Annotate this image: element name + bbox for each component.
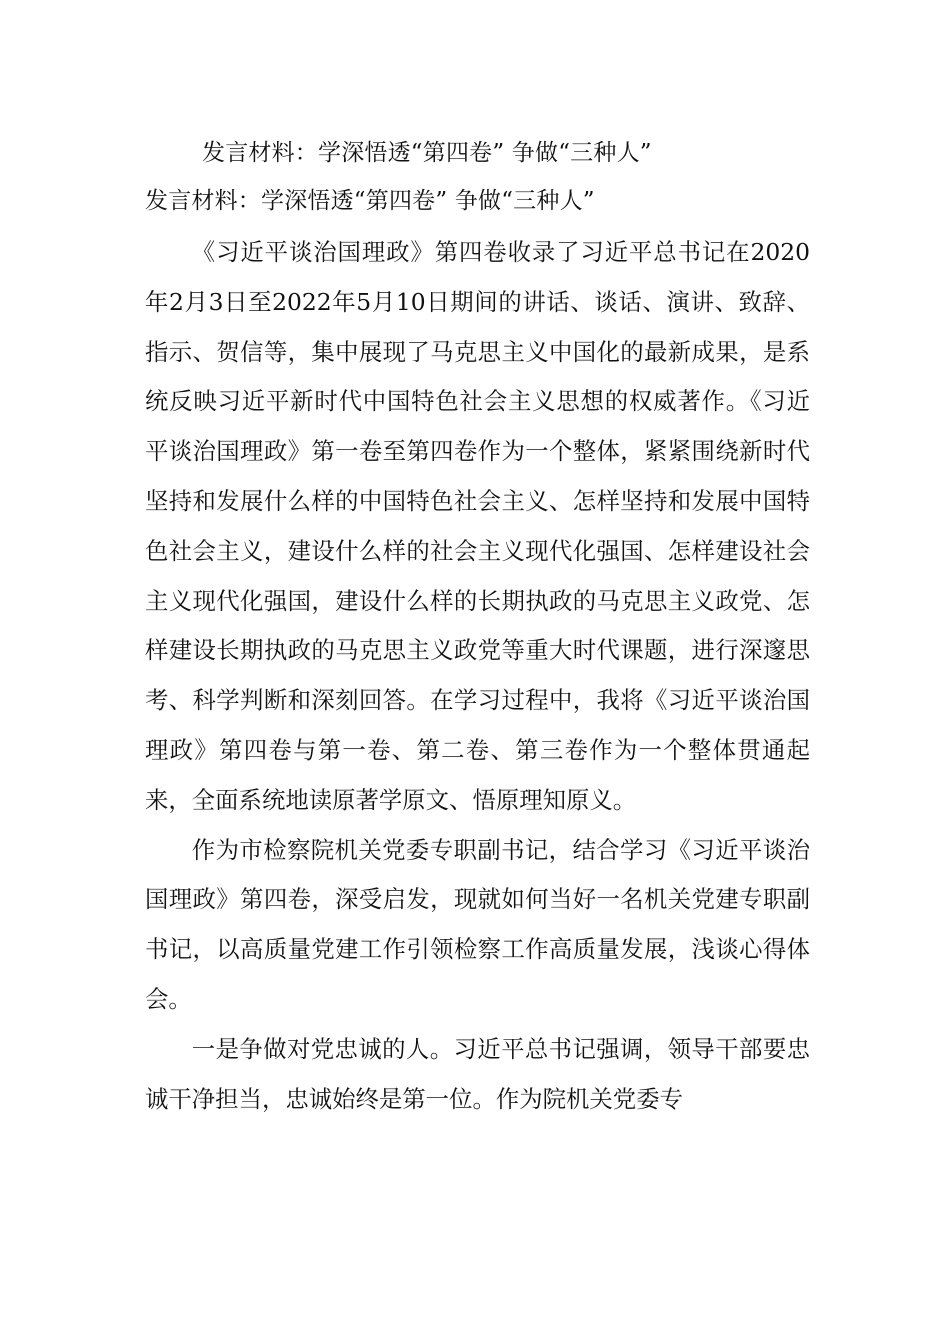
paragraph-intro: 《习近平谈治国理政》第四卷收录了习近平总书记在2020年2月3日至2022年5月10日期间的讲话、谈话、演讲、致辞、指示、贺信等，集中展现了马克思主义中国化的最新成果，是系统反映习近平新时代中国特色社会主义思想的权威著作。《习近平谈治国理政》第一卷至第四卷作为一个整体，紧紧围绕新时代坚持和发展什么样的中国特色社会主义、怎样坚持和发展中国特色社会主义，建设什么样的社会主义现代化强国、怎样建设社会主义现代化强国，建设什么样的长期执政的马克思主义政党、怎样建设长期执政的马克思主义政党等重大时代课题，进行深邃思考、科学判断和深刻回答。在学习过程中，我将《习近平谈治国理政》第四卷与第一卷、第二卷、第三卷作为一个整体贯通起来，全面系统地读原著学原文、悟原理知原义。 [145,238,810,814]
document-title-repeat: 发言材料：学深悟透“第四卷” 争做“三种人” [145,188,595,214]
paragraph-role: 作为市检察院机关党委专职副书记，结合学习《习近平谈治国理政》第四卷，深受启发，现就如何当好一名机关党建专职副书记，以高质量党建工作引领检察工作高质量发展，浅谈心得体会。 [145,835,810,1013]
document-title: 发言材料：学深悟透“第四卷” 争做“三种人” [202,140,652,166]
paragraph-point-one: 一是争做对党忠诚的人。习近平总书记强调，领导干部要忠诚干净担当，忠诚始终是第一位。作为院机关党委专 [145,1034,810,1113]
document-body [145,228,810,1124]
